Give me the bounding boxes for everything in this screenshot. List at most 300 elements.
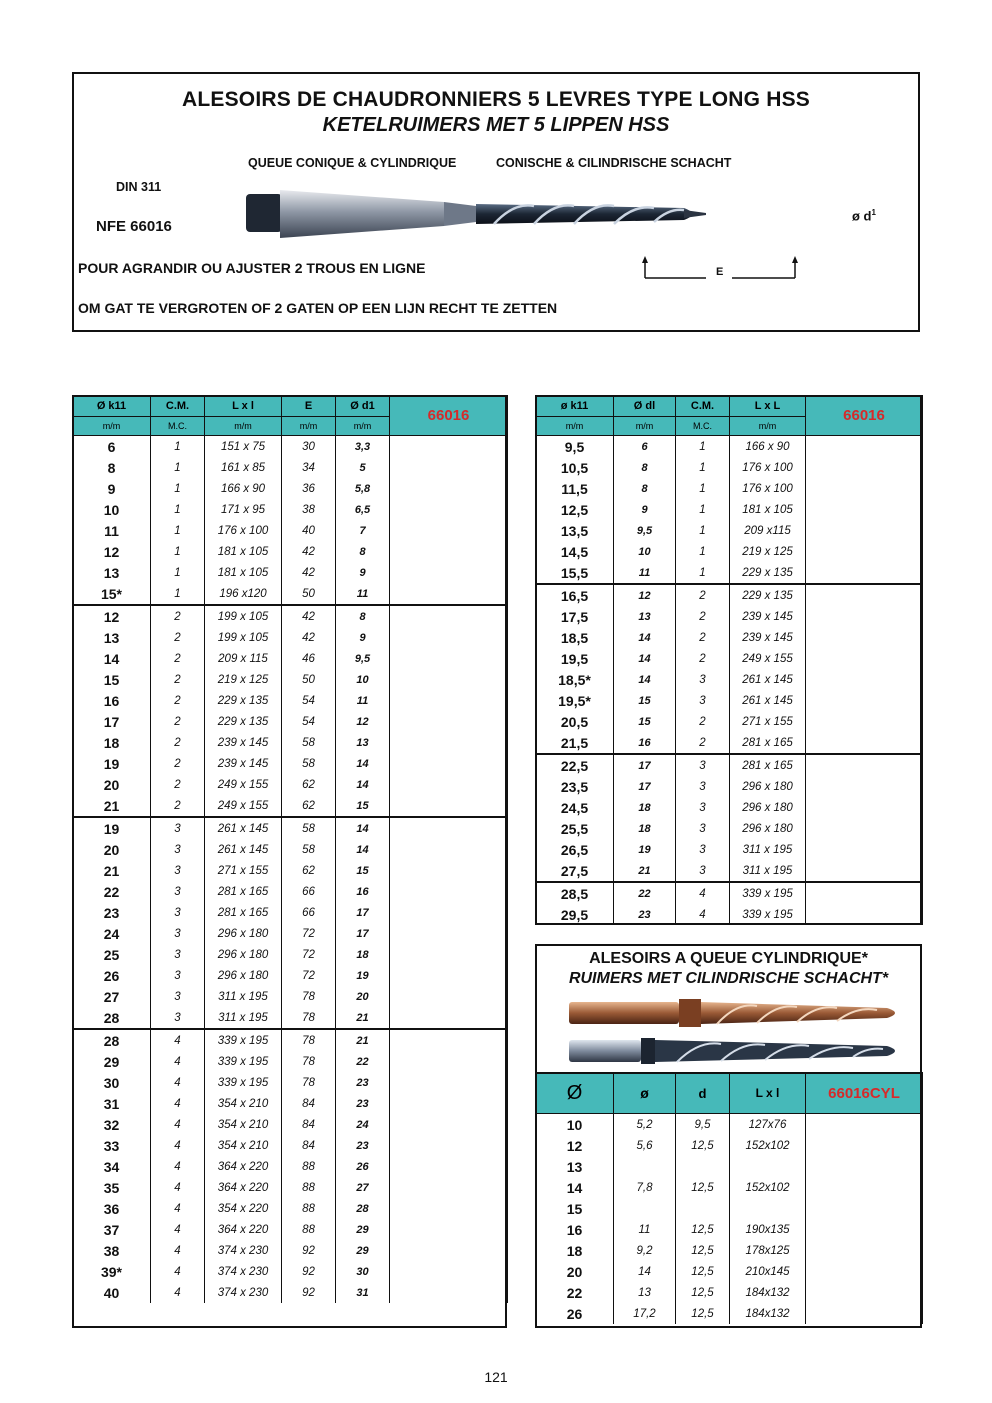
table-cell: 22 xyxy=(614,882,676,904)
table-row xyxy=(536,839,923,860)
table-row xyxy=(73,795,508,817)
table-row xyxy=(73,669,508,690)
table-cell: 42 xyxy=(282,605,336,627)
table-row xyxy=(536,1240,923,1261)
table-cell: 374 x 230 xyxy=(205,1282,282,1303)
header-diameter-k11: ø k11 xyxy=(536,396,614,417)
table-cell: 18,5* xyxy=(536,669,614,690)
table-cell: 14 xyxy=(614,627,676,648)
table-cell: 21 xyxy=(336,1007,390,1029)
table-cell: 16 xyxy=(536,1219,614,1240)
table-cell: 151 x 75 xyxy=(205,436,282,458)
table-cell: 281 x 165 xyxy=(730,732,806,754)
table-cell: 23 xyxy=(336,1072,390,1093)
conical-shank-reamer-table xyxy=(72,395,508,1303)
reference-cell xyxy=(806,627,923,648)
table-cell: 296 x 180 xyxy=(730,797,806,818)
diameter-d1-label: ø $d^1$ xyxy=(852,208,876,224)
header-d1: Ø d1 xyxy=(336,396,390,417)
table-cell: 9,5 xyxy=(536,436,614,458)
header-length: L x l xyxy=(205,396,282,417)
header-reference: 66016 xyxy=(806,396,923,436)
table-row xyxy=(73,457,508,478)
table-cell: 3 xyxy=(151,839,205,860)
title-dutch: KETELRUIMERS MET 5 LIPPEN HSS xyxy=(322,114,670,136)
table-row xyxy=(73,774,508,795)
reference-cell xyxy=(806,860,923,882)
table-cell: 12 xyxy=(536,1135,614,1156)
table-row xyxy=(73,1198,508,1219)
table-row xyxy=(73,965,508,986)
table-cell: 92 xyxy=(282,1261,336,1282)
table-cell: 3 xyxy=(676,860,730,882)
table-cell: 24 xyxy=(73,923,151,944)
reference-cell xyxy=(390,732,508,753)
unit-d1: m/m xyxy=(336,417,390,436)
table-cell: 3 xyxy=(676,818,730,839)
reference-cell xyxy=(390,520,508,541)
reference-cell xyxy=(806,711,923,732)
header-length: L x L xyxy=(730,396,806,417)
reference-cell xyxy=(390,923,508,944)
table-cell: 4 xyxy=(676,904,730,925)
header-reference: 66016 xyxy=(390,396,508,436)
table-row xyxy=(73,986,508,1007)
reference-cell xyxy=(806,520,923,541)
table-cell: 239 x 145 xyxy=(730,606,806,627)
table-row xyxy=(536,732,923,754)
table-cell: 311 x 195 xyxy=(730,860,806,882)
cylindrical-shank-box xyxy=(535,944,922,1072)
table-cell: 88 xyxy=(282,1198,336,1219)
reference-cell xyxy=(806,1135,923,1156)
table-row xyxy=(73,478,508,499)
nfe-standard: NFE 66016 xyxy=(96,218,172,235)
reference-cell xyxy=(806,754,923,776)
table-row xyxy=(73,1007,508,1029)
reference-cell xyxy=(806,1282,923,1303)
table-row xyxy=(536,584,923,606)
cylindrical-reamer-table xyxy=(535,1072,923,1324)
table-cell: 34 xyxy=(73,1156,151,1177)
reference-cell xyxy=(390,541,508,562)
table-cell: 8 xyxy=(73,457,151,478)
table-cell: 3 xyxy=(151,1007,205,1029)
table-cell: 13 xyxy=(614,1282,676,1303)
table-cell: 5 xyxy=(336,457,390,478)
page-number: 121 xyxy=(484,1369,508,1385)
table-cell: 17 xyxy=(73,711,151,732)
table-row xyxy=(536,690,923,711)
reference-cell xyxy=(390,1051,508,1072)
table-row xyxy=(73,1177,508,1198)
table-cell: 8 xyxy=(614,457,676,478)
table-cell: 5,8 xyxy=(336,478,390,499)
table-cell: 249 x 155 xyxy=(205,774,282,795)
table-row xyxy=(73,732,508,753)
reference-cell xyxy=(390,774,508,795)
table-cell: 3 xyxy=(151,902,205,923)
table-cell: 58 xyxy=(282,732,336,753)
reference-cell xyxy=(390,1135,508,1156)
unit-diameter: m/m xyxy=(536,417,614,436)
table-cell: 33 xyxy=(73,1135,151,1156)
table-cell: 14 xyxy=(336,774,390,795)
reference-cell xyxy=(806,1114,923,1136)
table-cell: 354 x 220 xyxy=(205,1198,282,1219)
table-cell: 229 x 135 xyxy=(730,562,806,584)
reference-cell xyxy=(390,1198,508,1219)
table-cell: 22 xyxy=(336,1051,390,1072)
table-cell: 72 xyxy=(282,944,336,965)
table-cell: 42 xyxy=(282,562,336,583)
table-row xyxy=(536,478,923,499)
reference-cell xyxy=(806,690,923,711)
table-cell: 152x102 xyxy=(730,1135,806,1156)
header-length: L x l xyxy=(730,1073,806,1114)
table-cell: 12,5 xyxy=(676,1261,730,1282)
table-cell: 4 xyxy=(151,1198,205,1219)
table-cell: 6 xyxy=(73,436,151,458)
table-cell: 13 xyxy=(536,1156,614,1177)
table-cell: 18 xyxy=(614,818,676,839)
table-row xyxy=(73,1135,508,1156)
table-row xyxy=(73,1114,508,1135)
table-row xyxy=(536,436,923,458)
table-cell: 58 xyxy=(282,753,336,774)
table-cell: 78 xyxy=(282,986,336,1007)
table-cell: 2 xyxy=(151,753,205,774)
reference-cell xyxy=(806,904,923,925)
table-cell: 84 xyxy=(282,1114,336,1135)
table-row xyxy=(536,1261,923,1282)
table-cell: 10 xyxy=(614,541,676,562)
table-cell: 184x132 xyxy=(730,1282,806,1303)
table-cell: 78 xyxy=(282,1051,336,1072)
header-cm: C.M. xyxy=(676,396,730,417)
table-cell: 196 x120 xyxy=(205,583,282,605)
table-cell: 3 xyxy=(676,669,730,690)
table-cell: 364 x 220 xyxy=(205,1156,282,1177)
table-cell: 3 xyxy=(151,944,205,965)
table-cell: 22 xyxy=(536,1282,614,1303)
table-row xyxy=(73,583,508,605)
reference-cell xyxy=(390,1177,508,1198)
table-row xyxy=(536,754,923,776)
table-cell: 14 xyxy=(73,648,151,669)
table-cell: 66 xyxy=(282,881,336,902)
table-cell: 13 xyxy=(614,606,676,627)
table-cell: 3 xyxy=(151,817,205,839)
table-cell: 92 xyxy=(282,1282,336,1303)
table-row xyxy=(73,944,508,965)
reference-cell xyxy=(806,1177,923,1198)
table-row xyxy=(73,1240,508,1261)
table-cell: 15 xyxy=(614,711,676,732)
table-cell: 176 x 100 xyxy=(730,457,806,478)
table-cell: 4 xyxy=(151,1029,205,1051)
table-cell: 34 xyxy=(282,457,336,478)
table-cell: 11 xyxy=(614,562,676,584)
table-cell: 8 xyxy=(336,605,390,627)
table-cell: 296 x 180 xyxy=(205,965,282,986)
table-row xyxy=(536,648,923,669)
table-cell: 166 x 90 xyxy=(205,478,282,499)
table-cell: 339 x 195 xyxy=(730,882,806,904)
table-cell: 31 xyxy=(73,1093,151,1114)
table-cell: 17,2 xyxy=(614,1303,676,1324)
table-cell: 30 xyxy=(336,1261,390,1282)
table-cell xyxy=(614,1198,676,1219)
table-cell: 1 xyxy=(151,457,205,478)
table-cell: 178x125 xyxy=(730,1240,806,1261)
table-cell: 219 x 125 xyxy=(205,669,282,690)
reference-cell xyxy=(806,584,923,606)
reference-cell xyxy=(390,690,508,711)
table-cell: 11 xyxy=(336,690,390,711)
shank-label-dutch: CONISCHE & CILINDRISCHE SCHACHT xyxy=(496,156,732,170)
reference-cell xyxy=(806,818,923,839)
table-cell: 31 xyxy=(336,1282,390,1303)
reference-cell xyxy=(390,753,508,774)
header-diameter: Ø xyxy=(536,1073,614,1114)
table-cell: 339 x 195 xyxy=(730,904,806,925)
table-cell: 12 xyxy=(73,605,151,627)
table-row xyxy=(536,606,923,627)
table-cell: 12 xyxy=(73,541,151,562)
table-row xyxy=(73,436,508,458)
shank-label-french: QUEUE CONIQUE & CYLINDRIQUE xyxy=(248,156,457,170)
table-cell: 54 xyxy=(282,690,336,711)
table-cell: 249 x 155 xyxy=(205,795,282,817)
table-cell: 5,2 xyxy=(614,1114,676,1136)
table-cell: 14 xyxy=(614,648,676,669)
table-cell: 2 xyxy=(151,669,205,690)
reference-cell xyxy=(806,797,923,818)
table-cell: 21 xyxy=(336,1029,390,1051)
reference-cell xyxy=(390,1282,508,1303)
table-cell: 261 x 145 xyxy=(730,669,806,690)
table-cell: 17 xyxy=(336,902,390,923)
table-cell: 50 xyxy=(282,583,336,605)
table-cell: 21 xyxy=(614,860,676,882)
table-cell: 161 x 85 xyxy=(205,457,282,478)
table-row xyxy=(73,1093,508,1114)
table-cell: 1 xyxy=(676,499,730,520)
table-cell: 4 xyxy=(151,1156,205,1177)
table-cell: 22 xyxy=(73,881,151,902)
reference-cell xyxy=(806,1198,923,1219)
table-cell: 15 xyxy=(336,860,390,881)
unit-cm: M.C. xyxy=(151,417,205,436)
table-cell: 3 xyxy=(676,754,730,776)
table-cell: 78 xyxy=(282,1072,336,1093)
table-cell: 54 xyxy=(282,711,336,732)
unit-diameter: m/m xyxy=(73,417,151,436)
table-cell: 4 xyxy=(151,1261,205,1282)
table-cell: 1 xyxy=(151,583,205,605)
reference-cell xyxy=(390,902,508,923)
reference-cell xyxy=(390,648,508,669)
table-cell: 12,5 xyxy=(676,1135,730,1156)
table-row xyxy=(73,1282,508,1303)
table-cell: 23,5 xyxy=(536,776,614,797)
reference-cell xyxy=(390,605,508,627)
table-row xyxy=(73,1051,508,1072)
table-cell: 58 xyxy=(282,817,336,839)
table-cell: 12,5 xyxy=(536,499,614,520)
reference-cell xyxy=(390,627,508,648)
table-cell: 184x132 xyxy=(730,1303,806,1324)
table-cell: 23 xyxy=(73,902,151,923)
table-cell: 199 x 105 xyxy=(205,627,282,648)
table-cell: 62 xyxy=(282,795,336,817)
table-cell: 27,5 xyxy=(536,860,614,882)
table-cell: 42 xyxy=(282,627,336,648)
table-cell: 2 xyxy=(676,711,730,732)
table-cell: 4 xyxy=(151,1051,205,1072)
cylindrical-table-body xyxy=(536,1114,923,1325)
table-cell: 88 xyxy=(282,1219,336,1240)
table-cell: 29 xyxy=(73,1051,151,1072)
table-cell: 281 x 165 xyxy=(205,902,282,923)
reference-cell xyxy=(390,478,508,499)
table-cell: 23 xyxy=(614,904,676,925)
table-row xyxy=(536,669,923,690)
table-cell: 72 xyxy=(282,923,336,944)
header-inner-diameter: ø xyxy=(614,1073,676,1114)
table-row xyxy=(73,1261,508,1282)
taper-shank-reamer-icon xyxy=(244,184,724,244)
table-cell: 296 x 180 xyxy=(730,818,806,839)
table-cell: 37 xyxy=(73,1219,151,1240)
table-cell: 1 xyxy=(676,541,730,562)
table-cell: 38 xyxy=(73,1240,151,1261)
table-cell: 92 xyxy=(282,1240,336,1261)
table-cell: 9,2 xyxy=(614,1240,676,1261)
table-cell: 12,5 xyxy=(676,1177,730,1198)
table-cell: 364 x 220 xyxy=(205,1219,282,1240)
table-cell: 2 xyxy=(151,605,205,627)
cyl-title-dutch: RUIMERS MET CILINDRISCHE SCHACHT* xyxy=(568,970,889,987)
table-cell: 10 xyxy=(536,1114,614,1136)
table-cell: 2 xyxy=(151,774,205,795)
table-row xyxy=(73,1072,508,1093)
table-cell: 12,5 xyxy=(676,1303,730,1324)
table-row xyxy=(73,648,508,669)
table-cell: 13 xyxy=(73,627,151,648)
table-cell: 296 x 180 xyxy=(205,944,282,965)
table-cell: 209 x115 xyxy=(730,520,806,541)
table-row xyxy=(73,499,508,520)
table-row xyxy=(536,1156,923,1177)
table-cell: 11 xyxy=(73,520,151,541)
table-cell: 199 x 105 xyxy=(205,605,282,627)
table-cell: 9 xyxy=(73,478,151,499)
table-cell: 18 xyxy=(73,732,151,753)
table-row xyxy=(536,904,923,925)
reference-cell xyxy=(390,1114,508,1135)
unit-length: m/m xyxy=(730,417,806,436)
table-row xyxy=(536,457,923,478)
table-row xyxy=(73,923,508,944)
table-cell: 2 xyxy=(151,732,205,753)
table-row xyxy=(536,818,923,839)
table-cell: 16 xyxy=(336,881,390,902)
reference-cell xyxy=(806,1240,923,1261)
table-cell: 8 xyxy=(336,541,390,562)
table-cell: 4 xyxy=(676,882,730,904)
table-row xyxy=(536,860,923,882)
table-cell: 181 x 105 xyxy=(730,499,806,520)
table-cell xyxy=(730,1198,806,1219)
unit-d1: m/m xyxy=(614,417,676,436)
table-row xyxy=(536,1282,923,1303)
table-cell: 58 xyxy=(282,839,336,860)
table-row xyxy=(73,902,508,923)
reference-cell xyxy=(390,1240,508,1261)
table-cell xyxy=(676,1198,730,1219)
half-size-table-body xyxy=(536,436,923,926)
table-cell: 66 xyxy=(282,902,336,923)
table-row xyxy=(73,817,508,839)
table-cell: 12,5 xyxy=(676,1240,730,1261)
table-cell: 2 xyxy=(151,627,205,648)
table-cell: 19,5 xyxy=(536,648,614,669)
reference-cell xyxy=(390,457,508,478)
table-cell: 25 xyxy=(73,944,151,965)
table-cell: 13 xyxy=(73,562,151,583)
table-cell: 17 xyxy=(336,923,390,944)
table-row xyxy=(536,882,923,904)
table-cell: 14 xyxy=(536,1177,614,1198)
reference-cell xyxy=(390,436,508,458)
table-cell: 229 x 135 xyxy=(730,584,806,606)
table-cell: 1 xyxy=(151,541,205,562)
table-cell: 3 xyxy=(151,881,205,902)
table-row xyxy=(73,690,508,711)
table-cell: 42 xyxy=(282,541,336,562)
table-cell: 374 x 230 xyxy=(205,1261,282,1282)
table-cell: 261 x 145 xyxy=(205,839,282,860)
table-cell: 20 xyxy=(336,986,390,1007)
table-cell: 40 xyxy=(282,520,336,541)
table-cell: 28 xyxy=(73,1007,151,1029)
table-row xyxy=(73,520,508,541)
table-cell xyxy=(676,1156,730,1177)
table-cell: 72 xyxy=(282,965,336,986)
table-cell: 311 x 195 xyxy=(205,1007,282,1029)
table-cell: 4 xyxy=(151,1072,205,1093)
table-row xyxy=(536,499,923,520)
table-cell: 21 xyxy=(73,860,151,881)
reference-cell xyxy=(390,499,508,520)
table-cell: 219 x 125 xyxy=(730,541,806,562)
table-cell: 239 x 145 xyxy=(730,627,806,648)
table-cell: 16 xyxy=(73,690,151,711)
table-cell: 209 x 115 xyxy=(205,648,282,669)
reference-cell xyxy=(806,541,923,562)
table-cell: 15 xyxy=(614,690,676,711)
table-row xyxy=(73,627,508,648)
table-cell: 30 xyxy=(282,436,336,458)
table-cell: 296 x 180 xyxy=(205,923,282,944)
table-cell: 181 x 105 xyxy=(205,562,282,583)
table-cell xyxy=(614,1156,676,1177)
table-row xyxy=(536,1303,923,1324)
table-cell: 14 xyxy=(336,817,390,839)
table-cell: 36 xyxy=(73,1198,151,1219)
